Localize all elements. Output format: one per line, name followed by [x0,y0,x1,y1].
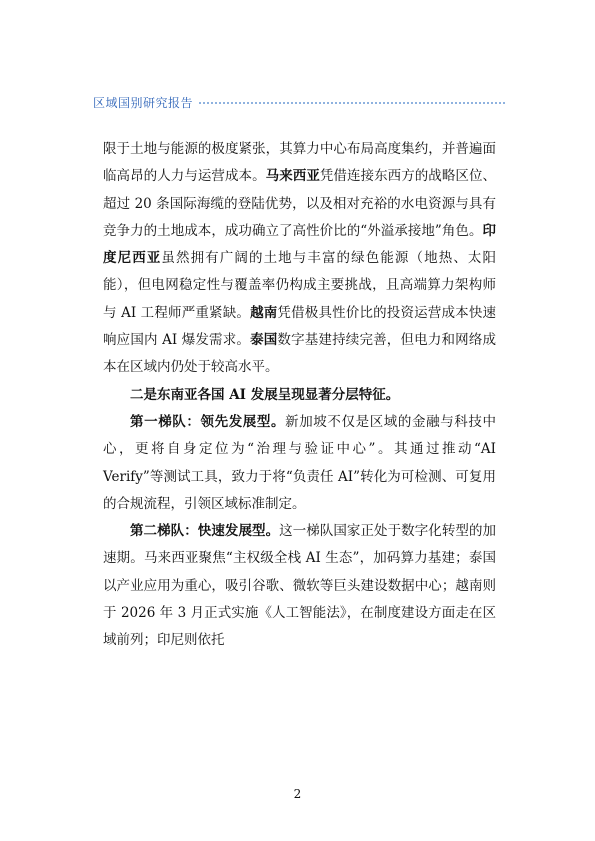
text-segment: 这一梯队国家正处于数字化转型的加速期。马来西亚聚焦“主权级全栈 AI 生态”，加码算力基建；泰国以产业应用为重心，吸引谷歌、微软等巨头建设数据中心；越南则于 2026 年 3 月正式实施《人工智能法》，在制度建设方面走在区域前列；印尼则依托 [103,523,497,649]
page-number: 2 [293,787,302,801]
text-segment: 新加坡不仅是区域的金融与科技中心，更将自身定位为“治理与验证中心”。其通过推动“AI Verify”等测试工具，致力于将“负责任 AI”转化为可检测、可复用的合规流程，引领区域标准制定。 [103,413,497,512]
country-malaysia: 马来西亚 [265,168,320,185]
text-segment: 数字基建持续完善，但电力和网络成本在区域内仍处于较高水平。 [103,332,497,376]
text-segment: 凭借极具性价比的投资运营成本快速响应国内 AI 爆发需求。 [103,304,497,349]
report-body [103,136,496,655]
paragraph-tier-two [103,518,496,654]
section-heading [103,382,496,409]
paragraph-tier-one [103,409,496,518]
heading-text: 二是东南亚各国 AI 发展呈现显著分层特征。 [130,386,400,403]
header-title: 区域国别研究报告 [93,95,194,110]
text-segment: 限于土地与能源的极度紧张，其算力中心布局高度集约，并普遍面临高昂的人力与运营成本。 [103,141,496,185]
text-segment: 凭借连接东西方的战略区位、超过 20 条国际海缆的登陆优势，以及相对充裕的水电资源与具有竞争力的土地成本，成功确立了高性价比的“外溢承接地”角色。 [103,168,497,239]
text-segment: 虽然拥有广阔的土地与丰富的绿色能源（地热、太阳能），但电网稳定性与覆盖率仍构成主要挑战，且高端算力架构师与 AI 工程师严重紧缺。 [103,250,497,321]
tier-two-label: 第二梯队：快速发展型。 [130,523,280,540]
country-thailand: 泰国 [250,332,278,349]
country-indonesia: 印度尼西亚 [103,222,496,267]
header-dotted-rule [199,102,505,104]
country-vietnam: 越南 [250,304,278,321]
tier-one-label: 第一梯队：领先发展型。 [130,413,286,430]
running-header [93,93,505,111]
paragraph-continued [103,136,496,382]
